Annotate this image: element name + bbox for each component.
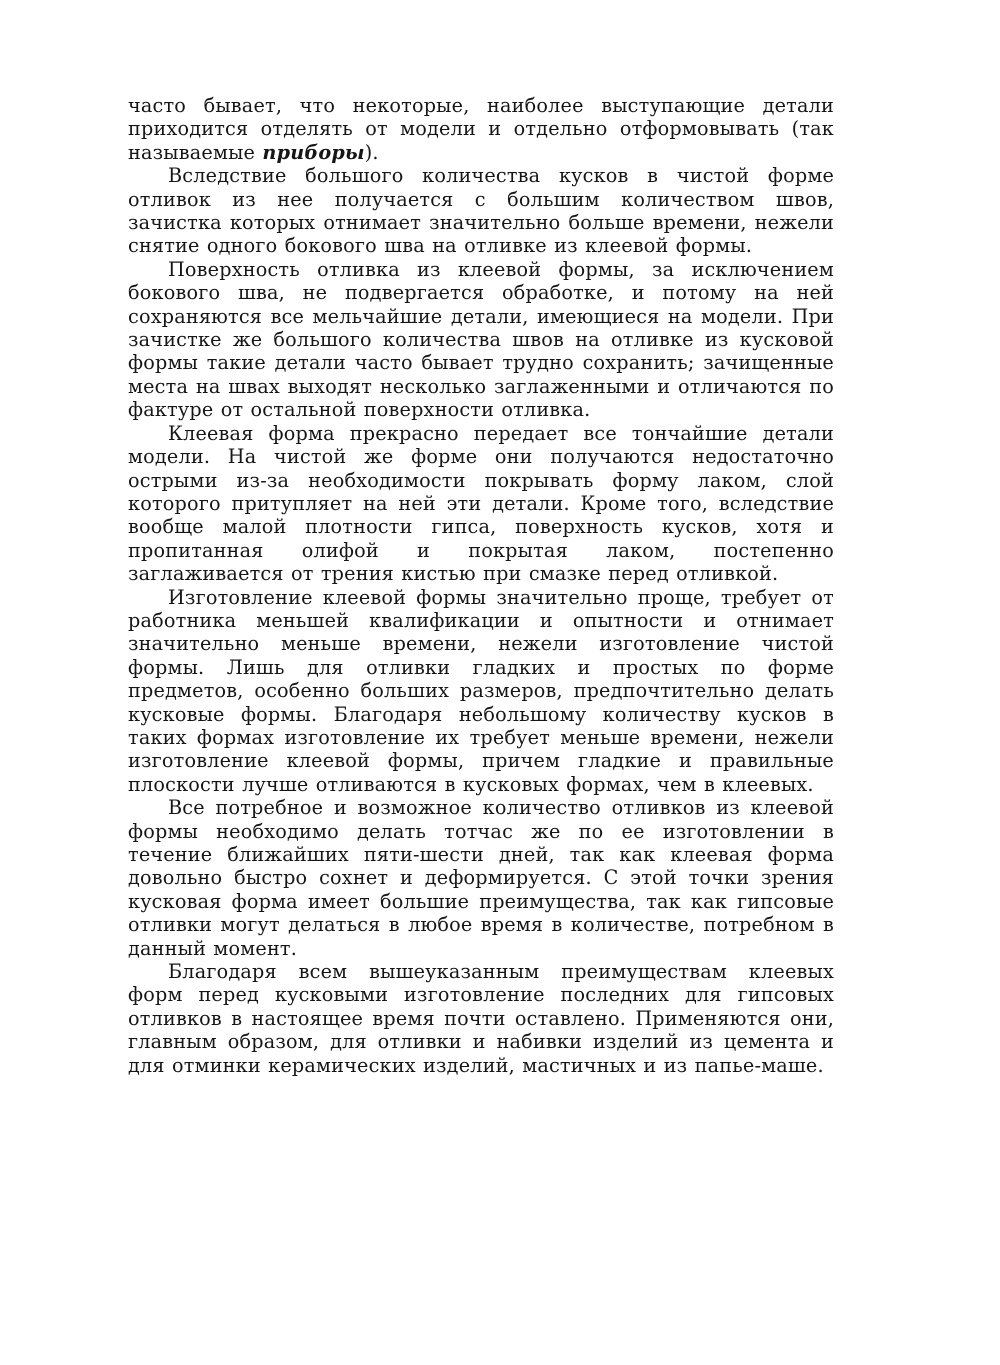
paragraph-5-text: Изготовление клеевой формы значительно проще, требует от работника меньшей квалификации и опытности и отнимает значительно меньше времени, нежели изготовление чистой формы. Лишь для отливки гладких и простых по форме предметов, особенно больших размеров, предпочтительно делать кусковые формы. Благодаря небольшому количеству кусков в таких формах изготовление их требует меньше времени, нежели изготовление клеевой формы, причем гладкие и правильные плоскости лучше отливаются в кусковых формах, чем в клеевых. [128,585,834,796]
paragraph-6 [128,796,834,960]
paragraph-4-text: Клеевая форма прекрасно передает все тончайшие детали модели. На чистой же форме они получаются недостаточно острыми из-за необходимости покрывать форму лаком, слой которого притупляет на ней эти детали. Кроме того, вследствие вообще малой плотности гипса, поверхность кусков, хотя и пропитанная олифой и покрытая лаком, постепенно заглаживается от трения кистью при смазке перед отливкой. [128,421,834,586]
paragraph-2 [128,164,834,258]
paragraph-6-text: Все потребное и возможное количество отливков из клеевой формы необходимо делать тотчас же по ее изготовлении в течение ближайших пяти-шести дней, так как клеевая форма довольно быстро сохнет и деформируется. С этой точки зрения кусковая форма имеет большие преимущества, так как гипсовые отливки могут делаться в любое время в количестве, потребном в данный момент. [128,796,834,960]
paragraph-4 [128,422,834,586]
term-pribory: приборы [262,140,365,164]
paragraph-5 [128,586,834,797]
paragraph-3 [128,258,834,422]
paragraph-7-text: Благодаря всем вышеуказанным преимуществам клеевых форм перед кусковыми изготовление последних для гипсовых отливков в настоящее время почти оставлено. Применяются они, главным образом, для отливки и набивки изделий из цемента и для отминки керамических изделий, мастичных и из папье-маше. [128,960,834,1077]
paragraph-1 [128,94,834,164]
paragraph-2-text: Вследствие большого количества кусков в чистой форме отливок из нее получается с большим количеством швов, зачистка которых отнимает значительно больше времени, нежели снятие одного бокового шва на отливке из клеевой формы. [128,164,834,258]
paragraph-1-text-b: ). [364,140,379,164]
paragraph-7 [128,960,834,1077]
paragraph-1-text-a: часто бывает, что некоторые, наиболее выступающие детали приходится отделять от модели и отдельно отформовывать (так называемые [128,94,834,164]
book-page [128,94,834,1077]
paragraph-3-text: Поверхность отливка из клеевой формы, за исключением бокового шва, не подвергается обработке, и потому на ней сохраняются все мельчайшие детали, имеющиеся на модели. При зачистке же большого количества швов на отливке из кусковой формы такие детали часто бывает трудно сохранить; зачищенные места на швах выходят несколько заглаженными и отличаются по фактуре от остальной поверхности отливка. [128,257,834,422]
